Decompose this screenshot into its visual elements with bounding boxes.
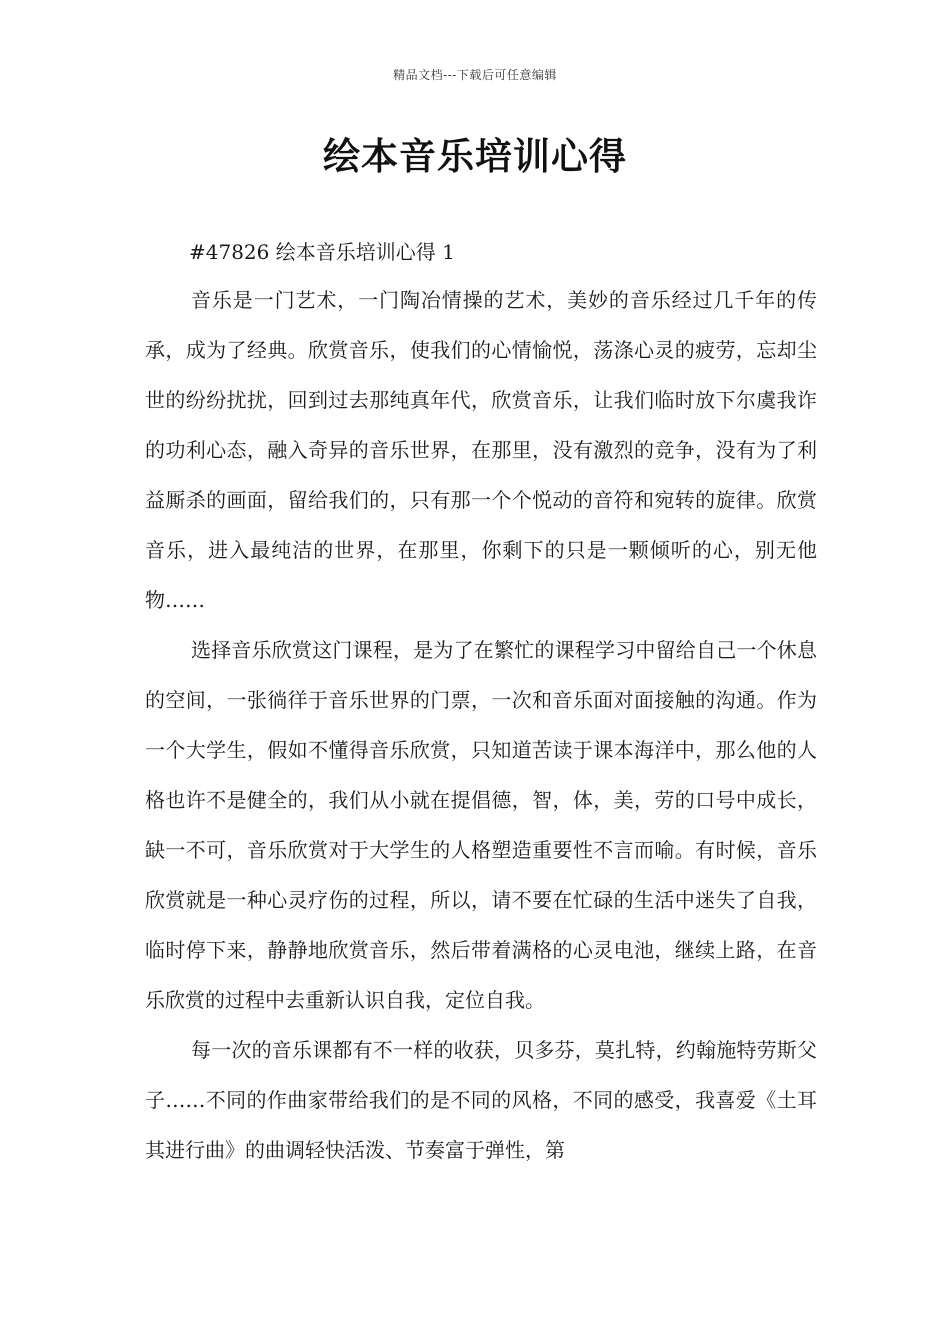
section-subheading: #47826 绘本音乐培训心得 1 bbox=[189, 240, 455, 264]
paragraph-2: 选择音乐欣赏这门课程，是为了在繁忙的课程学习中留给自己一个休息的空间，一张徜徉于音乐世界的门票，一次和音乐面对面接触的沟通。作为一个大学生，假如不懂得音乐欣赏，只知道苦读于课本海洋中，那么他的人格也许不是健全的，我们从小就在提倡德，智，体，美，劳的口号中成长，缺一不可，音乐欣赏对于大学生的人格塑造重要性不言而喻。有时候，音乐欣赏就是一种心灵疗伤的过程，所以，请不要在忙碌的生活中迷失了自我，临时停下来，静静地欣赏音乐，然后带着满格的心灵电池，继续上路，在音乐欣赏的过程中去重新认识自我，定位自我。 bbox=[145, 638, 817, 1012]
header-note: 精品文档---下载后可任意编辑 bbox=[393, 68, 557, 82]
paragraph-3: 每一次的音乐课都有不一样的收获，贝多芬，莫扎特，约翰施特劳斯父子……不同的作曲家带给我们的是不同的风格，不同的感受，我喜爱《土耳其进行曲》的曲调轻快活泼、节奏富于弹性，第 bbox=[145, 1038, 817, 1162]
paragraph-1: 音乐是一门艺术，一门陶冶情操的艺术，美妙的音乐经过几千年的传承，成为了经典。欣赏音乐，使我们的心情愉悦，荡涤心灵的疲劳，忘却尘世的纷纷扰扰，回到过去那纯真年代，欣赏音乐，让我们临时放下尔虞我诈的功利心态，融入奇异的音乐世界，在那里，没有激烈的竞争，没有为了利益厮杀的画面，留给我们的，只有那一个个悦动的音符和宛转的旋律。欣赏音乐，进入最纯洁的世界，在那里，你剩下的只是一颗倾听的心，别无他物…… bbox=[145, 288, 817, 612]
document-body bbox=[145, 232, 817, 1175]
document-title: 绘本音乐培训心得 bbox=[323, 134, 627, 178]
